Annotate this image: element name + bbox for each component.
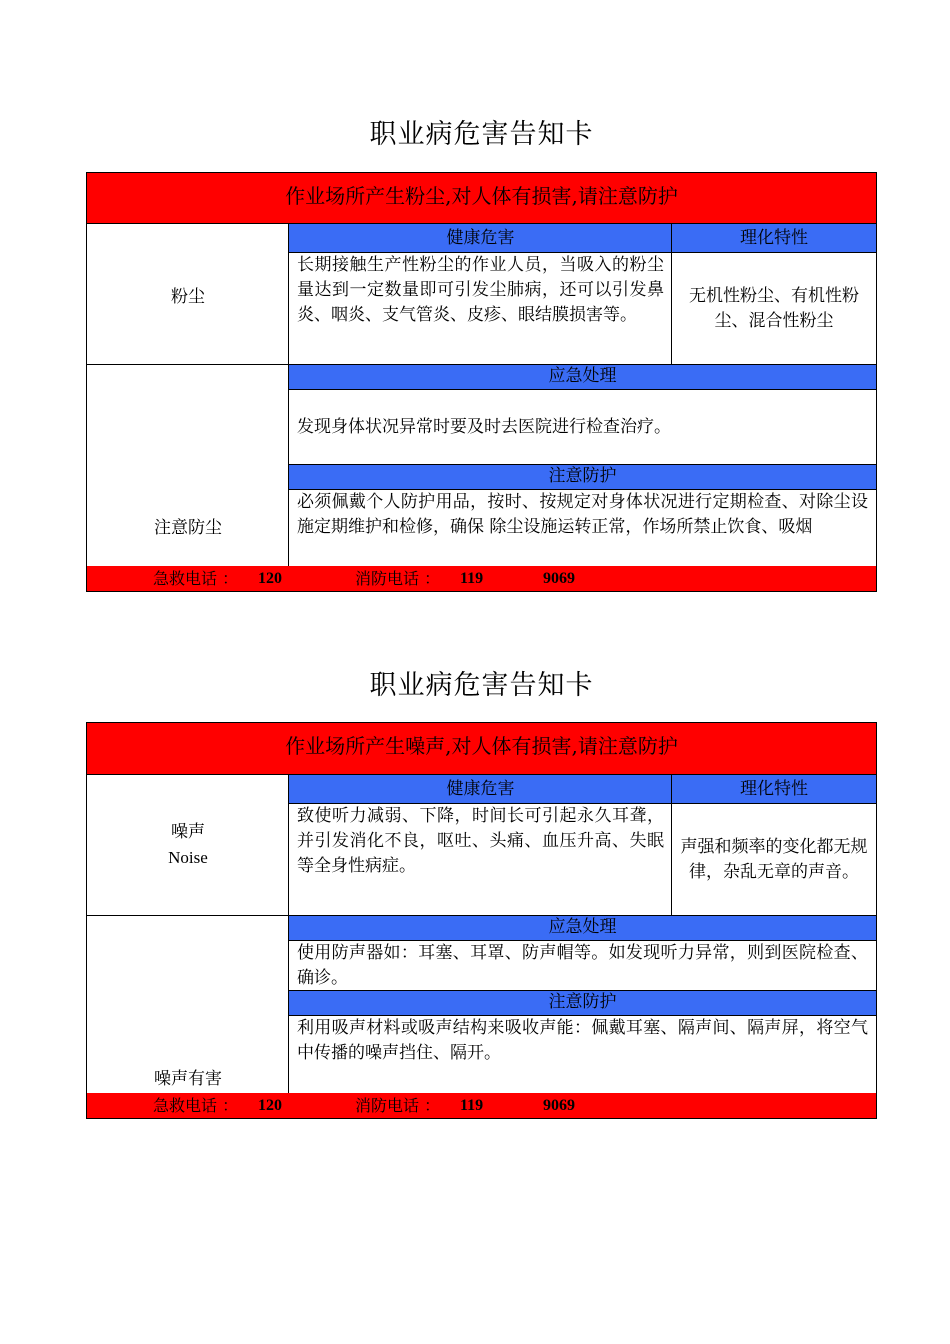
rescue-phone-label: 急救电话 ： [153,1096,239,1115]
hazard-banner: 作业场所产生粉尘,对人体有损害,请注意防护 [87,173,876,223]
left-label-cell [87,915,289,1093]
fire-phone-label: 消防电话 ： [355,569,441,588]
extra-phone-number: 9069 [543,570,575,587]
property-header: 理化特性 [671,774,876,803]
agent-name-english: Noise [168,848,208,867]
property-cell [671,803,876,915]
rescue-phone-label: 急救电话 ： [153,569,239,588]
health-hazard-text: 长期接触生产性粉尘的作业人员，当吸入的粉尘量达到一定数量即可引发尘肺病，还可以引发鼻炎、咽炎、支气管炎、皮疹、眼结膜损害等。 [288,252,672,364]
emergency-phone-bar [87,1093,876,1118]
agent-name: 噪声 [171,822,205,842]
protection-header: 注意防护 [288,464,876,489]
property-header: 理化特性 [671,223,876,252]
extra-phone-number: 9069 [543,1097,575,1114]
emergency-header: 应急处理 [288,915,876,940]
protection-header: 注意防护 [288,990,876,1015]
card-title: 职业病危害告知卡 [369,670,594,701]
hazard-table [86,172,877,592]
protection-text: 利用吸声材料或吸声结构来吸收声能：佩戴耳塞、隔声间、隔声屏，将空气中传播的噪声挡住、隔开。 [288,1015,876,1093]
left-label: 注意防尘 [154,518,222,538]
left-label-cell [87,364,289,566]
fire-phone-label: 消防电话 ： [355,1096,441,1115]
health-hazard-text: 致使听力减弱、下降，时间长可引起永久耳聋，并引发消化不良，呕吐、头痛、血压升高、失眠等全身性病症。 [288,803,672,915]
property-cell [671,252,876,364]
hazard-table [86,722,877,1119]
agent-name-cell [87,774,289,915]
left-label: 噪声有害 [154,1069,222,1089]
emergency-text: 发现身体状况异常时要及时去医院进行检查治疗。 [288,389,876,464]
property-text: 声强和频率的变化都无规律，杂乱无章的声音。 [680,836,868,882]
emergency-text: 使用防声器如：耳塞、耳罩、防声帽等。如发现听力异常，则到医院检查、确诊。 [288,940,876,990]
fire-phone-number: 119 [460,570,484,587]
emergency-phone-bar [87,566,876,591]
card-title: 职业病危害告知卡 [369,119,594,150]
protection-text: 必须佩戴个人防护用品，按时、按规定对身体状况进行定期检查、对除尘设施定期维护和检修，确保 除尘设施运转正常，作场所禁止饮食、吸烟 [288,489,876,566]
health-hazard-header: 健康危害 [288,223,672,252]
rescue-phone-number: 120 [258,1097,282,1114]
agent-name-cell [87,223,289,364]
rescue-phone-number: 120 [258,570,282,587]
fire-phone-number: 119 [460,1097,484,1114]
property-text: 无机性粉尘、有机性粉尘、混合性粉尘 [689,285,859,331]
hazard-banner: 作业场所产生噪声,对人体有损害,请注意防护 [87,723,876,774]
health-hazard-header: 健康危害 [288,774,672,803]
emergency-header: 应急处理 [288,364,876,389]
agent-name: 粉尘 [171,286,205,307]
